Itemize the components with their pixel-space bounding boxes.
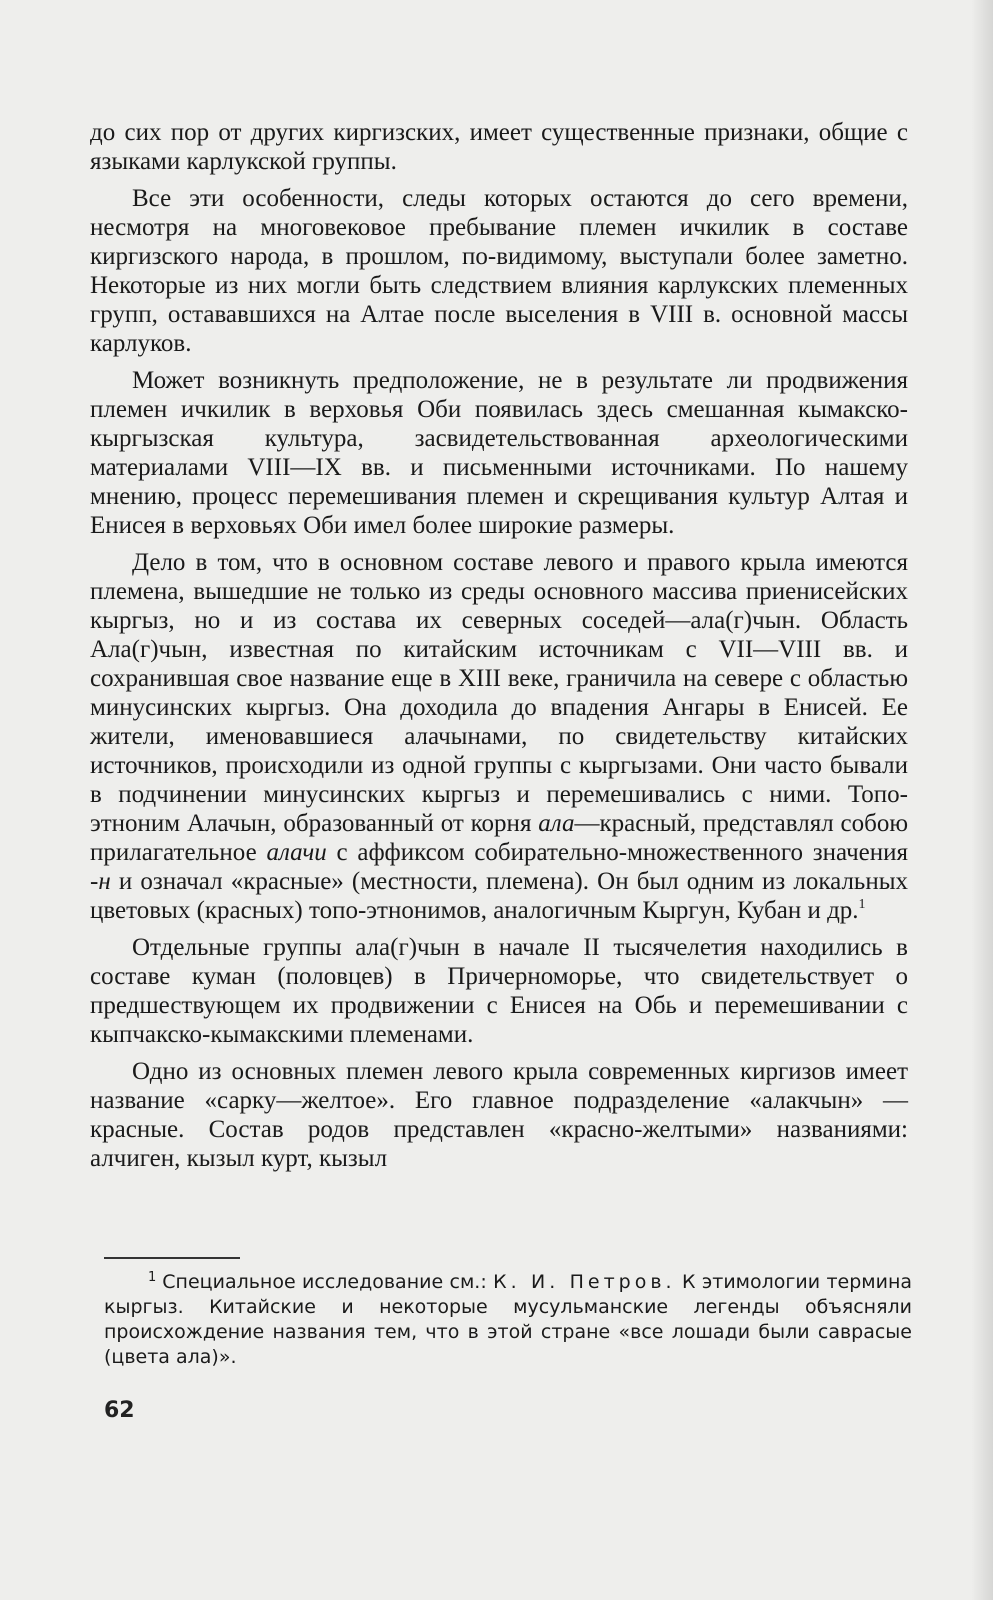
paragraph-4-part-d: и означал «красные» (местности, племена). Он был одним из локальных цветовых (красных) топо-этнонимов, аналогичным Кыргун, Кубан и др.	[90, 868, 908, 924]
paragraph-4	[90, 548, 908, 925]
footnote-lead: Специальное исследование см.:	[162, 1271, 487, 1293]
paragraph-3: Может возникнуть предположение, не в результате ли продвижения племен ичкилик в верховья Оби появилась здесь смешанная кымакско-кыргызская культура, засвидетельствованная археологическими материалами VIII—IX вв. и письменными источниками. По нашему мнению, процесс перемешивания племен и скрещивания культур Алтая и Енисея в верховьях Оби имел более широкие размеры.	[90, 367, 908, 539]
paragraph-6: Одно из основных племен левого крыла современных киргизов имеет название «сарку—желтое». Его главное подразделение «алакчын» — красные. Состав родов представлен «красно-желтыми» названиями: алчиген, кызыл курт, кызыл	[90, 1058, 908, 1172]
footnote-divider	[104, 1257, 240, 1259]
page-number: 62	[104, 1398, 135, 1423]
main-text	[90, 118, 908, 1181]
paragraph-1: до сих пор от других киргизских, имеет существенные признаки, общие с языками карлукской группы.	[90, 119, 908, 175]
term-alachi: алачи	[266, 839, 327, 866]
footnote-reference[interactable]: 1	[858, 897, 866, 912]
footnote-text: К этимологии термина кыргыз. Китайские и некоторые мусульманские легенды объясняли происхождение названия тем, что в этой стране «все лошади были саврасые (цвета ала)».	[104, 1271, 913, 1368]
paragraph-2: Все эти особенности, следы которых остаются до сего времени, несмотря на многовековое пребывание племен ичкилик в составе киргизского народа, в прошлом, по-видимому, выступали более заметно. Некоторые из них могли быть следствием влияния карлукских племенных групп, остававшихся на Алтае после выселения в VIII в. основной массы карлуков.	[90, 185, 908, 357]
footnote	[104, 1270, 912, 1370]
paragraph-5: Отдельные группы ала(г)чын в начале II тысячелетия находились в составе куман (половцев) в Причерноморье, что свидетельствует о предшествующем их продвижении с Енисея на Обь и перемешивании с кыпчакско-кымакскими племенами.	[90, 934, 908, 1048]
term-suffix-n: -н	[90, 868, 111, 895]
paragraph-4-part-a: Дело в том, что в основном составе левого и правого крыла имеются племена, вышедшие не только из среды основного массива приенисейских кыргыз, но и из состава их северных соседей—ала(г)чын. Область Ала(г)чын, известная по китайским источникам с VII—VIII вв. и сохранившая свое название еще в XIII веке, граничила на севере с областью минусинских кыргыз. Она доходила до впадения Ангары в Енисей. Ее жители, именовавшиеся алачынами, по свидетельству китайских источников, происходили из одной группы с кыргызами. Они часто бывали в подчинении минусинских кыргыз и перемешивались с ними. Топо-этноним Алачын, образованный от корня	[90, 549, 908, 837]
footnote-author: К. И. Петров.	[493, 1271, 676, 1293]
term-ala: ала	[538, 810, 575, 837]
paragraph-4-part-c: с аффиксом собирательно-множественного значения	[336, 839, 908, 866]
footnote-mark: 1	[148, 1270, 157, 1285]
paragraph-4-part-b: —красный, представлял собою прилагательное	[90, 810, 909, 866]
